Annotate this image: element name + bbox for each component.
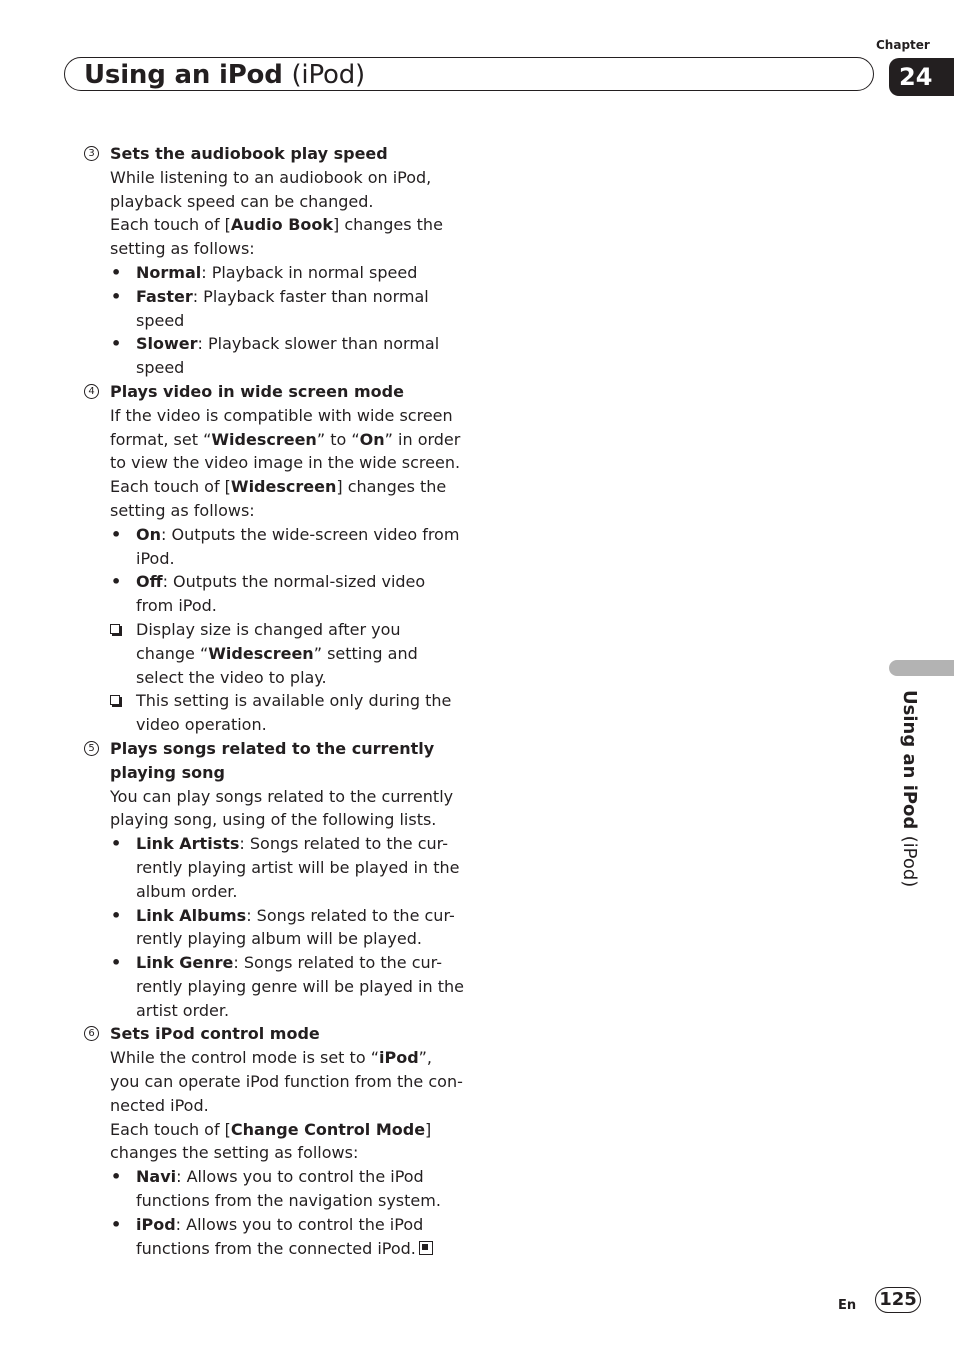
- side-tab-label: [899, 690, 920, 887]
- chapter-label: Chapter: [876, 38, 930, 52]
- list-item: • Link Genre: Songs related to the cur-rently playing genre will be played in the artist order.: [84, 951, 464, 1022]
- section-4-heading: [84, 380, 464, 404]
- list-item: • iPod: Allows you to control the iPod functions from the connected iPod.: [84, 1213, 464, 1261]
- section-6-para-2: Each touch of [Change Control Mode] changes the setting as follows:: [110, 1119, 432, 1163]
- list-item: • On: Outputs the wide-screen video from iPod.: [84, 523, 464, 571]
- list-item: • Faster: Playback faster than normal speed: [84, 285, 464, 333]
- section-5-para-1: You can play songs related to the currently playing song, using of the following lists.: [110, 786, 454, 830]
- note-item: Display size is changed after you change “Widescreen” setting and select the video to play.: [84, 618, 464, 689]
- circled-number-icon: 6: [84, 1026, 99, 1041]
- list-item: • Navi: Allows you to control the iPod functions from the navigation system.: [84, 1165, 464, 1213]
- page-title-paren: (iPod): [291, 60, 365, 90]
- page-title-main: Using an iPod: [84, 60, 283, 90]
- side-tab-label-paren: (iPod): [899, 835, 920, 888]
- section-6-heading-text: Sets iPod control mode: [110, 1024, 320, 1044]
- section-3-para-1: While listening to an audiobook on iPod, playback speed can be changed.: [110, 167, 432, 211]
- circled-number-icon: 5: [84, 741, 99, 756]
- section-5-heading-text: Plays songs related to the currently playing song: [110, 738, 435, 782]
- language-label: En: [838, 1298, 857, 1313]
- section-6-para-1: While the control mode is set to “iPod”, you can operate iPod function from the con-nected iPod.: [110, 1048, 463, 1115]
- section-4-para-1: If the video is compatible with wide screen format, set “Widescreen” to “On” in order to view the video image in the wide screen.: [110, 405, 461, 473]
- list-item: • Slower: Playback slower than normal speed: [84, 332, 464, 380]
- section-3-heading: [84, 142, 464, 166]
- page-number: 125: [875, 1287, 921, 1313]
- side-tab-label-main: Using an iPod: [899, 690, 920, 830]
- list-item: • Link Albums: Songs related to the cur-rently playing album will be played.: [84, 904, 464, 952]
- chapter-number-badge: 24: [889, 58, 954, 96]
- section-6-heading: [84, 1022, 464, 1046]
- section-3-heading-text: Sets the audiobook play speed: [110, 144, 388, 163]
- section-4-heading-text: Plays video in wide screen mode: [110, 381, 404, 401]
- list-item: • Link Artists: Songs related to the cur-rently playing artist will be played in the album order.: [84, 832, 464, 903]
- circled-number-icon: 4: [84, 384, 99, 399]
- list-item: • Normal: Playback in normal speed: [84, 261, 464, 285]
- section-3-para-2: Each touch of [Audio Book] changes the setting as follows:: [110, 215, 443, 259]
- end-of-section-icon: [419, 1241, 433, 1255]
- section-4-para-2: Each touch of [Widescreen] changes the setting as follows:: [110, 477, 447, 520]
- side-tab-marker: [889, 660, 954, 676]
- note-item: This setting is available only during the video operation.: [84, 689, 464, 737]
- page-title: [84, 58, 365, 92]
- section-5-heading: [84, 737, 464, 785]
- list-item: • Off: Outputs the normal-sized video from iPod.: [84, 570, 464, 618]
- main-content: [84, 142, 464, 1260]
- circled-number-icon: 3: [84, 146, 99, 161]
